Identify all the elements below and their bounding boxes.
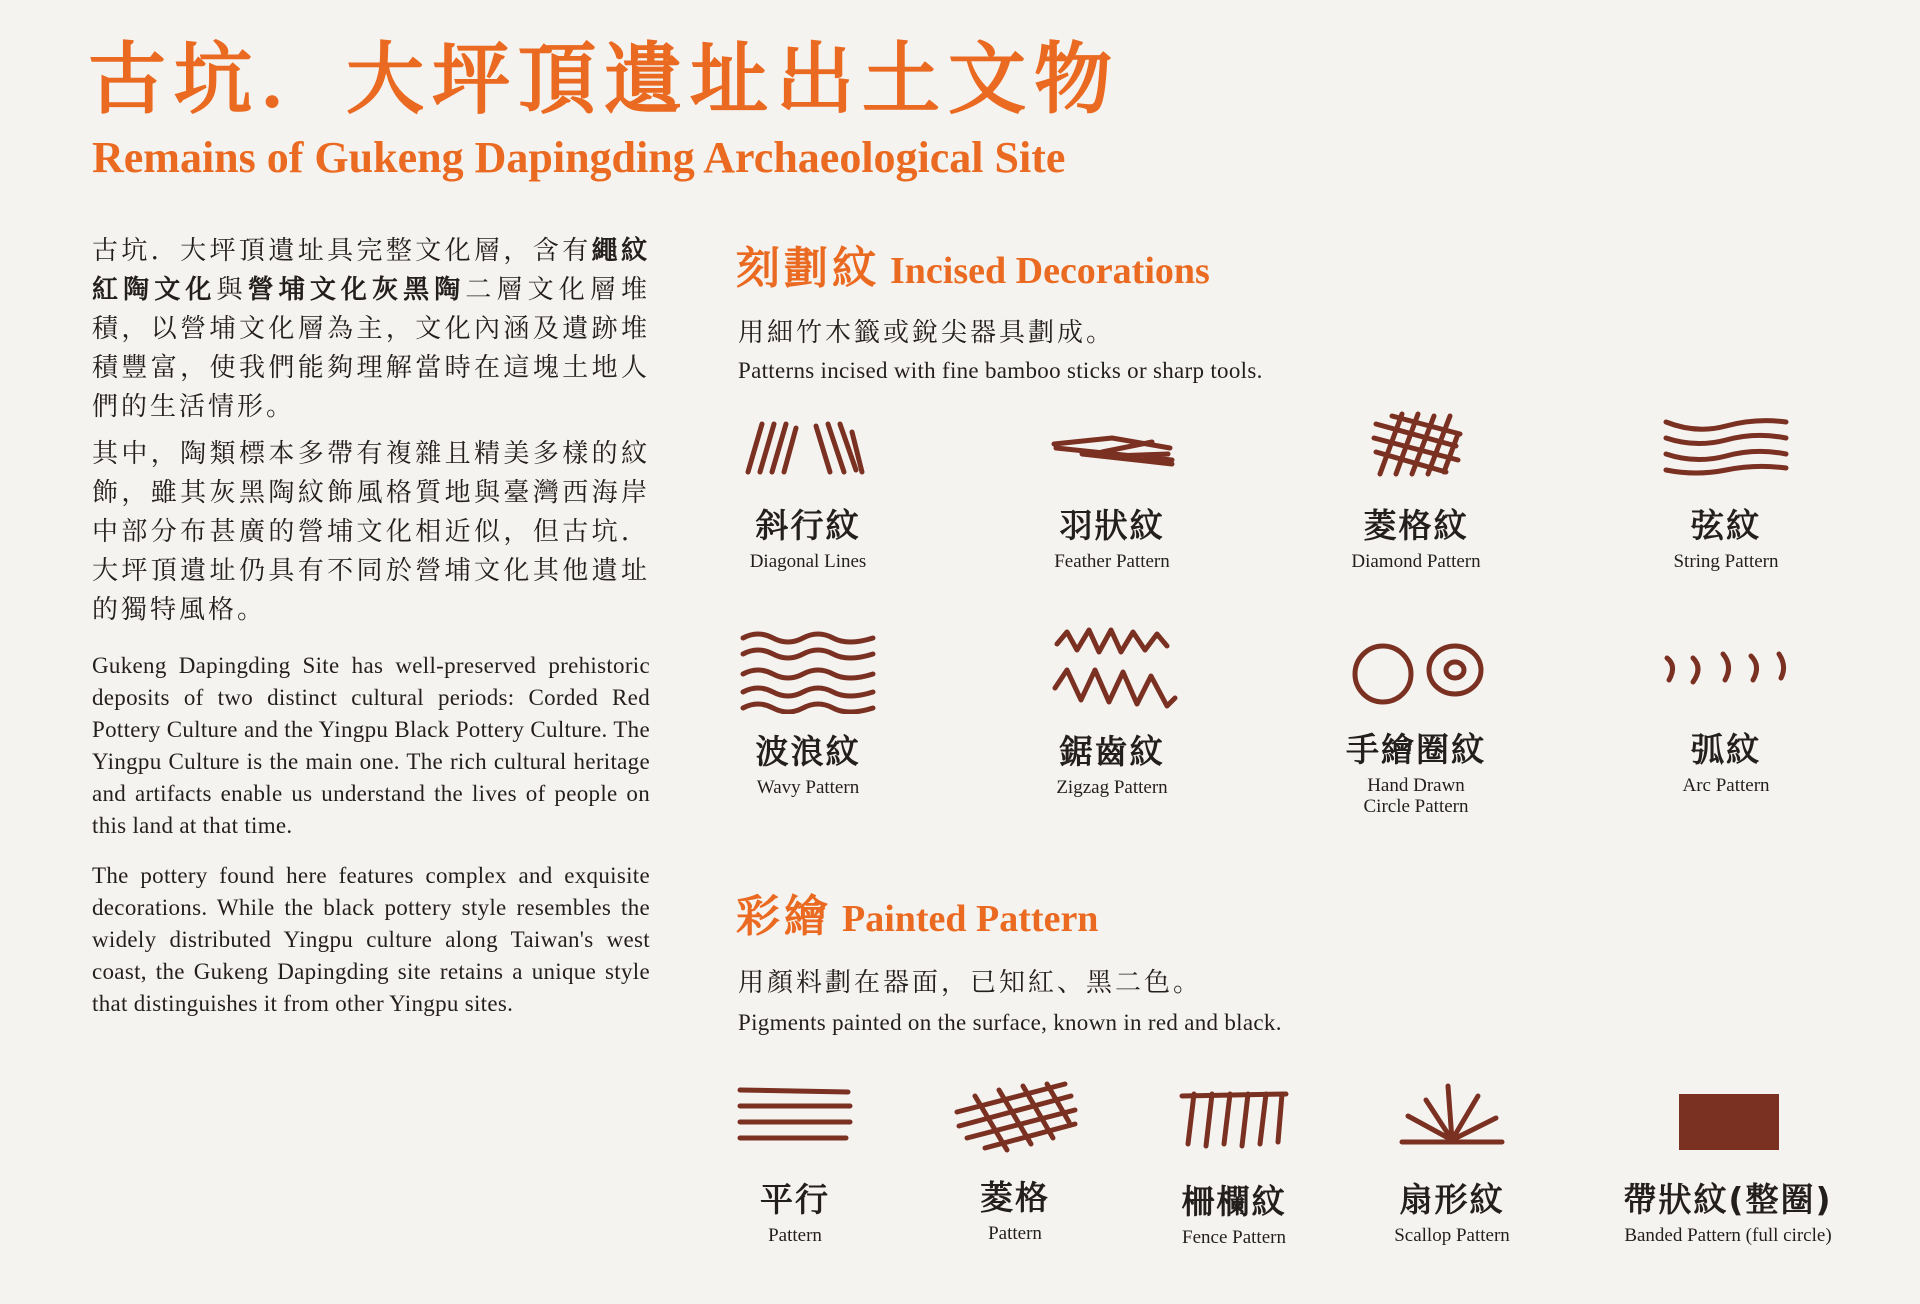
page-title-en: Remains of Gukeng Dapingding Archaeological Site (92, 133, 1066, 182)
fence-icon (1174, 1082, 1294, 1152)
diamond-pattern-icon (1346, 408, 1486, 478)
painted-title-en: Painted Pattern (842, 898, 1099, 940)
page-title-zh: 古坑．大坪頂遺址出土文物 (88, 35, 1121, 125)
painted-card-fence (1124, 1082, 1344, 1248)
feather-pattern-icon (1042, 418, 1182, 478)
lattice-icon (945, 1078, 1085, 1154)
pattern-name-en: Zigzag Pattern (1056, 777, 1168, 798)
pattern-name-en: Scallop Pattern (1394, 1225, 1510, 1246)
pattern-card-diagonal (698, 418, 918, 572)
painted-card-parallel (685, 1080, 905, 1246)
incised-desc-en: Patterns incised with fine bamboo sticks or sharp tools. (738, 358, 1263, 383)
parallel-lines-icon (730, 1080, 860, 1148)
pattern-name-en: String Pattern (1673, 551, 1779, 572)
pattern-name-en: Hand Drawn Circle Pattern (1363, 775, 1469, 817)
pattern-name-en: Banded Pattern (full circle) (1624, 1225, 1832, 1246)
pattern-name-en: Arc Pattern (1682, 775, 1770, 796)
pattern-name-zh: 帶狀紋(整圈) (1623, 1180, 1833, 1219)
pattern-card-arc (1616, 640, 1836, 796)
pattern-card-zigzag (1002, 622, 1222, 798)
pattern-name-en: Diagonal Lines (749, 551, 867, 572)
pattern-name-zh: 斜行紋 (755, 506, 861, 545)
painted-section-title (736, 880, 1098, 944)
incised-title-en: Incised Decorations (890, 250, 1210, 292)
pattern-name-zh: 菱格紋 (1363, 506, 1469, 545)
pattern-card-circle (1306, 632, 1526, 817)
incised-title-zh: 刻劃紋 (736, 243, 880, 294)
pattern-name-en: Pattern (988, 1223, 1042, 1244)
intro-en-paragraph-2: The pottery found here features complex and exquisite decorations. While the black pottery style resembles the widely distributed Yingpu culture along Taiwan's west coast, the Gukeng Dapingding site retains a unique style that distinguishes it from other Yingpu sites. (92, 863, 650, 1016)
pattern-name-zh: 平行 (760, 1180, 830, 1219)
band-icon (1673, 1090, 1783, 1152)
painted-card-scallop (1342, 1078, 1562, 1246)
painted-card-band (1608, 1090, 1848, 1246)
intro-zh-paragraph-2: 其中，陶類標本多帶有複雜且精美多樣的紋飾，雖其灰黑陶紋飾風格質地與臺灣西海岸中部分布甚廣的營埔文化相近似，但古坑．大坪頂遺址仍具有不同於營埔文化其他遺址的獨特風格。 (92, 439, 650, 625)
circle-pattern-icon (1341, 632, 1491, 712)
pattern-name-zh: 弦紋 (1691, 506, 1761, 545)
pattern-name-zh: 羽狀紋 (1059, 506, 1165, 545)
scallop-icon (1392, 1078, 1512, 1150)
pattern-name-en: Diamond Pattern (1351, 551, 1481, 572)
pattern-name-zh: 扇形紋 (1399, 1180, 1505, 1219)
painted-desc-zh: 用顏料劃在器面，已知紅、黑二色。 (738, 968, 1203, 998)
pattern-name-zh: 菱格 (980, 1178, 1050, 1217)
pattern-name-en: Wavy Pattern (756, 777, 860, 798)
pattern-name-zh: 波浪紋 (755, 732, 861, 771)
painted-card-lattice (905, 1078, 1125, 1244)
pattern-name-en: Pattern (768, 1225, 822, 1246)
pattern-card-diamond (1306, 408, 1526, 572)
pattern-name-en: Fence Pattern (1182, 1227, 1286, 1248)
arc-pattern-icon (1651, 640, 1801, 700)
incised-section-title (736, 232, 1210, 296)
diagonal-lines-icon (738, 418, 878, 478)
painted-title-zh: 彩繪 (736, 891, 832, 942)
intro-text (92, 232, 650, 1038)
pattern-card-string (1616, 412, 1836, 572)
pattern-name-en: Feather Pattern (1054, 551, 1170, 572)
zigzag-pattern-icon (1037, 622, 1187, 718)
wavy-pattern-icon (733, 628, 883, 714)
pattern-name-zh: 鋸齒紋 (1059, 732, 1165, 771)
incised-desc-zh: 用細竹木籤或銳尖器具劃成。 (738, 318, 1116, 348)
intro-zh-paragraph-1: 古坑．大坪頂遺址具完整文化層，含有繩紋紅陶文化與營埔文化灰黑陶二層文化層堆積，以營埔文化層為主，文化內涵及遺跡堆積豐富，使我們能夠理解當時在這塊土地人們的生活情形。 (92, 236, 650, 422)
intro-en-paragraph-1: Gukeng Dapingding Site has well-preserved prehistoric deposits of two distinct cultural periods: Corded Red Pottery Culture and the Yingpu Black Pottery Culture. The Yingpu Culture is the main one. The rich cultural heritage and artifacts enable us understand the lives of people on this land at that time. (92, 653, 650, 838)
string-pattern-icon (1656, 412, 1796, 478)
pattern-card-feather (1002, 418, 1222, 572)
pattern-name-zh: 弧紋 (1691, 730, 1761, 769)
pattern-card-wavy (698, 628, 918, 798)
pattern-name-zh: 柵欄紋 (1181, 1182, 1287, 1221)
painted-desc-en: Pigments painted on the surface, known in red and black. (738, 1010, 1282, 1035)
pattern-name-zh: 手繪圈紋 (1346, 730, 1486, 769)
